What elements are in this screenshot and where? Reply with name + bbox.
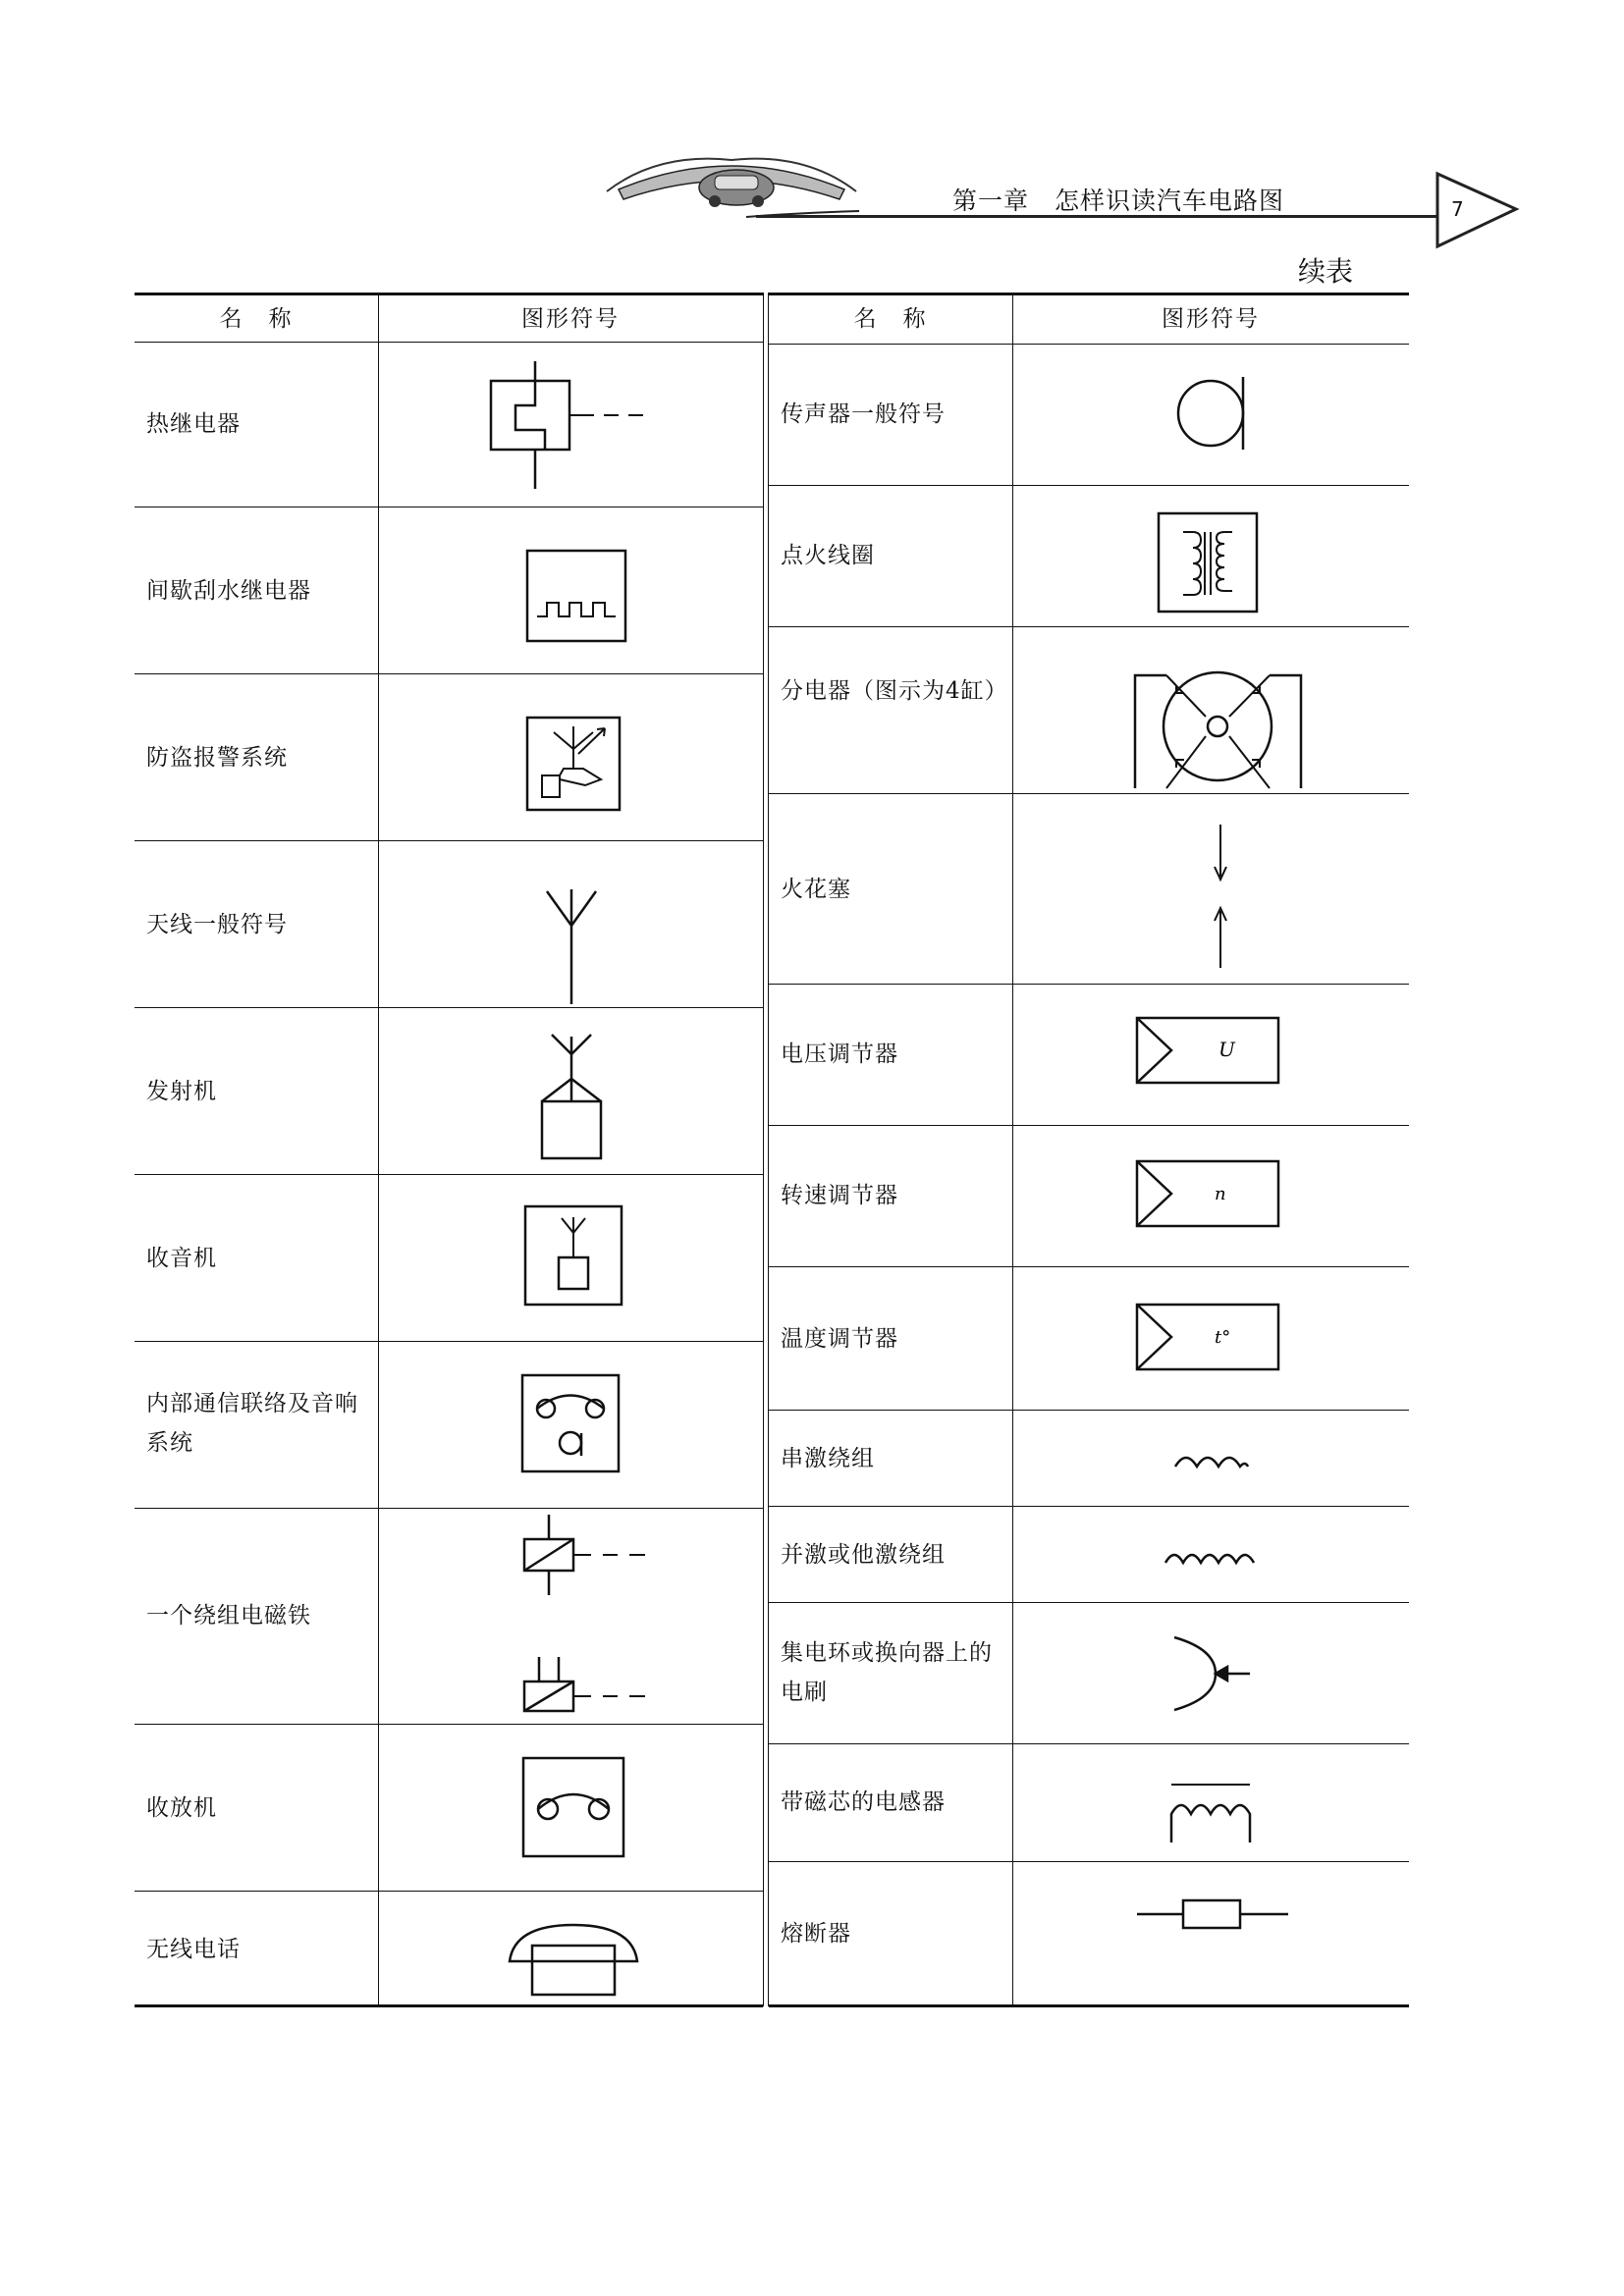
list-item: 电压调节器 xyxy=(781,1041,898,1067)
cored-inductor-icon xyxy=(1162,1779,1260,1847)
distributor-icon xyxy=(1132,666,1304,788)
col-header-name: 名 称 xyxy=(853,306,928,332)
list-item: 热继电器 xyxy=(146,411,241,437)
list-item: 传声器一般符号 xyxy=(781,401,946,427)
list-item: 温度调节器 xyxy=(781,1326,898,1352)
list-item: 防盗报警系统 xyxy=(146,745,288,771)
col-header-name: 名 称 xyxy=(219,306,294,332)
list-item: 发射机 xyxy=(146,1079,217,1104)
regulator-label: n xyxy=(1215,1184,1226,1204)
temperature-regulator-icon xyxy=(1134,1302,1281,1372)
list-item: 集电环或换向器上的电刷 xyxy=(781,1640,993,1705)
series-winding-icon xyxy=(1173,1447,1252,1476)
list-item: 内部通信联络及音响系统 xyxy=(146,1391,358,1456)
intercom-audio-icon xyxy=(519,1372,623,1480)
anti-theft-alarm-icon xyxy=(524,715,623,813)
radio-telephone-icon xyxy=(505,1920,642,1999)
col-header-symbol: 图形符号 xyxy=(521,306,620,332)
list-item: 间歇刮水继电器 xyxy=(146,578,311,604)
list-item: 分电器（图示为4缸） xyxy=(781,678,1008,704)
shunt-winding-icon xyxy=(1164,1543,1262,1573)
brush-icon xyxy=(1166,1629,1255,1718)
list-item: 熔断器 xyxy=(781,1921,851,1947)
table-separator xyxy=(763,293,769,2006)
regulator-label: t° xyxy=(1215,1327,1231,1348)
series-logo xyxy=(599,152,864,221)
thermal-relay-icon xyxy=(476,361,673,489)
list-item: 带磁芯的电感器 xyxy=(781,1789,946,1815)
single-winding-electromagnet-icon xyxy=(493,1515,679,1721)
continued-label: 续表 xyxy=(1298,255,1354,288)
list-item: 串激绕组 xyxy=(781,1446,875,1471)
ignition-coil-icon xyxy=(1156,510,1264,618)
list-item: 无线电话 xyxy=(146,1937,241,1962)
list-item: 天线一般符号 xyxy=(146,912,288,937)
page-number: 7 xyxy=(1451,197,1464,221)
spark-plug-icon xyxy=(1201,823,1240,970)
cassette-player-icon xyxy=(520,1755,628,1863)
list-item: 收音机 xyxy=(146,1246,217,1271)
speed-regulator-icon xyxy=(1134,1158,1281,1229)
transmitter-icon xyxy=(527,1035,616,1162)
col-header-symbol: 图形符号 xyxy=(1162,306,1260,332)
voltage-regulator-icon xyxy=(1134,1015,1281,1086)
list-item: 转速调节器 xyxy=(781,1183,898,1208)
list-item: 一个绕组电磁铁 xyxy=(146,1603,311,1629)
list-item: 火花塞 xyxy=(781,877,851,902)
microphone-icon xyxy=(1171,369,1270,457)
radio-icon xyxy=(522,1203,625,1311)
antenna-icon xyxy=(532,881,611,1009)
list-item: 并激或他激绕组 xyxy=(781,1542,946,1568)
chapter-title: 第一章 怎样识读汽车电路图 xyxy=(952,187,1285,215)
header-rule xyxy=(756,215,1443,218)
intermittent-wiper-relay-icon xyxy=(522,546,630,644)
list-item: 点火线圈 xyxy=(781,543,875,568)
regulator-label: U xyxy=(1218,1038,1235,1061)
page-header xyxy=(599,152,1502,250)
list-item: 收放机 xyxy=(146,1795,217,1821)
fuse-icon xyxy=(1134,1895,1291,1934)
page-marker-icon xyxy=(1434,172,1522,250)
